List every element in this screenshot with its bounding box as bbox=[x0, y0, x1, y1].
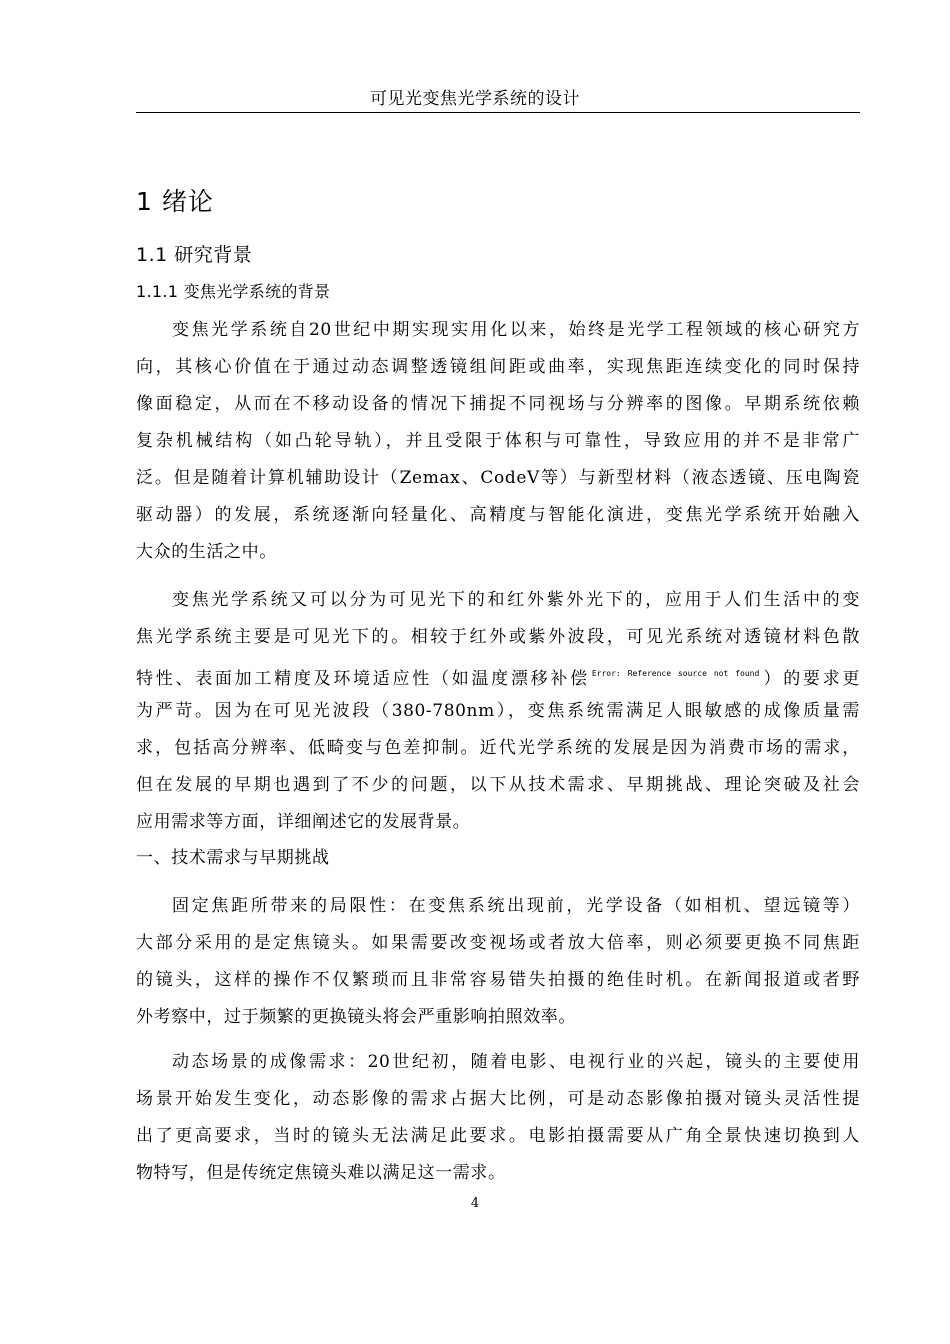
paragraph-3-line: 固定焦距所带来的局限性：在变焦系统出现前，光学设备（如相机、望远镜等） bbox=[172, 896, 860, 916]
paragraph-2-line: 但在发展的早期也遇到了不少的问题，以下从技术需求、早期挑战、理论突破及社会 bbox=[136, 775, 860, 795]
paragraph-4-line: 场景开始发生变化，动态影像的需求占据大比例，可是动态影像拍摄对镜头灵活性提 bbox=[136, 1089, 860, 1109]
paragraph-2-line: 应用需求等方面，详细阐述它的发展背景。 bbox=[136, 812, 471, 832]
paragraph-2-line-after-ref: ）的要求更 bbox=[761, 669, 860, 689]
paragraph-2-line-with-reference bbox=[136, 661, 860, 687]
reference-error-note: Error: Reference source not found bbox=[591, 669, 760, 678]
paragraph-1-line: 大众的生活之中。 bbox=[136, 542, 277, 562]
header-rule bbox=[136, 112, 860, 113]
paragraph-1-line: 驱动器）的发展，系统逐渐向轻量化、高精度与智能化演进，变焦光学系统开始融入 bbox=[136, 505, 860, 525]
paragraph-1-line: 像面稳定，从而在不移动设备的情况下捕捉不同视场与分辨率的图像。早期系统依赖 bbox=[136, 394, 860, 414]
paragraph-4-line: 出了更高要求，当时的镜头无法满足此要求。电影拍摄需要从广角全景快速切换到人 bbox=[136, 1126, 860, 1146]
running-header-title: 可见光变焦光学系统的设计 bbox=[370, 89, 580, 109]
paragraph-3-line: 的镜头，这样的操作不仅繁琐而且非常容易错失拍摄的绝佳时机。在新闻报道或者野 bbox=[136, 970, 860, 990]
paragraph-4-line: 物特写，但是传统定焦镜头难以满足这一需求。 bbox=[136, 1163, 506, 1183]
paragraph-4-line: 动态场景的成像需求：20世纪初，随着电影、电视行业的兴起，镜头的主要使用 bbox=[172, 1052, 860, 1072]
subsection-heading: 1.1.1 变焦光学系统的背景 bbox=[136, 282, 331, 301]
paragraph-1-line: 变焦光学系统自20世纪中期实现实用化以来，始终是光学工程领域的核心研究方 bbox=[172, 320, 860, 340]
paragraph-3-line: 外考察中，过于频繁的更换镜头将会严重影响拍照效率。 bbox=[136, 1007, 576, 1027]
paragraph-1-line: 向，其核心价值在于通过动态调整透镜组间距或曲率，实现焦距连续变化的同时保持 bbox=[136, 357, 860, 377]
paragraph-2-line-before-ref: 特性、表面加工精度及环境适应性（如温度漂移补偿 bbox=[136, 669, 590, 689]
paragraph-3-line: 大部分采用的是定焦镜头。如果需要改变视场或者放大倍率，则必须要更换不同焦距 bbox=[136, 933, 860, 953]
page-number: 4 bbox=[470, 1196, 480, 1211]
section-heading: 1.1 研究背景 bbox=[136, 244, 253, 266]
paragraph-2-line: 焦光学系统主要是可见光下的。相较于红外或紫外波段，可见光系统对透镜材料色散 bbox=[136, 627, 860, 647]
list-heading: 一、技术需求与早期挑战 bbox=[136, 848, 330, 868]
paragraph-1-line: 泛。但是随着计算机辅助设计（Zemax、CodeV等）与新型材料（液态透镜、压电陶瓷 bbox=[136, 468, 860, 488]
chapter-heading: 1 绪论 bbox=[136, 187, 214, 216]
paragraph-2-line: 为严苛。因为在可见光波段（380-780nm），变焦系统需满足人眼敏感的成像质量需 bbox=[136, 701, 860, 721]
paragraph-2-line: 变焦光学系统又可以分为可见光下的和红外紫外光下的，应用于人们生活中的变 bbox=[172, 590, 860, 610]
paragraph-1-line: 复杂机械结构（如凸轮导轨），并且受限于体积与可靠性，导致应用的并不是非常广 bbox=[136, 431, 860, 451]
paragraph-2-line: 求，包括高分辨率、低畸变与色差抑制。近代光学系统的发展是因为消费市场的需求， bbox=[136, 738, 860, 758]
